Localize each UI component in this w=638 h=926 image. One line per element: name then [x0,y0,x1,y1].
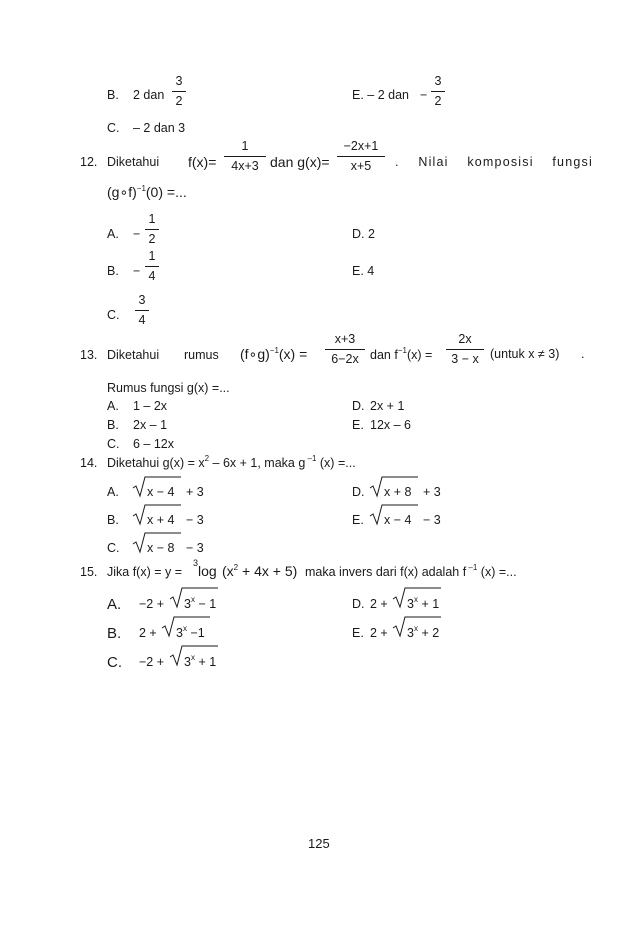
minus-sign: − [420,88,428,102]
radicand-tail: − 1 [198,597,217,611]
text-part: + 4x + 5) [238,563,298,579]
radicand-tail: −1 [190,626,205,640]
minus-sign: − [133,264,141,278]
option-tail: + 3 [186,485,204,499]
superscript: x [190,653,195,662]
numerator: 1 [241,139,249,153]
superscript: −1 [269,346,279,355]
fraction-bar [224,156,266,157]
radicand-base: 3 [184,655,191,669]
radicand-base: 3 [184,597,191,611]
superscript: x [413,624,418,633]
option-label: A. [107,485,119,499]
radicand-tail: + 1 [421,597,440,611]
option-label: A. [107,399,119,413]
question-number: 15. [80,565,98,579]
radicand-tail: + 1 [198,655,217,669]
option-prefix: 2 + [370,626,388,640]
numerator: 3 [434,74,442,88]
radicand: x + 4 [147,513,175,527]
radicand: x − 4 [384,513,412,527]
option-label: C. [107,541,120,555]
expression-base: (g∘f) [107,184,137,200]
question-word: rumus [184,348,219,362]
option-label: A. [107,596,122,613]
option-prefix: −2 + [139,597,165,611]
question-text [107,456,356,470]
text-part: (x) =... [477,565,517,579]
minus-sign: − [133,227,141,241]
option-prefix: −2 + [139,655,165,669]
denominator: 2 [148,232,156,246]
page-number: 125 [308,836,330,851]
text-part: (x) =... [316,456,356,470]
denominator: x+5 [350,159,372,173]
log-word: log [198,563,217,579]
expression-tail: (x) = [278,346,308,362]
log-argument [222,563,297,579]
radicand [176,626,205,640]
expression-base: (f∘g) [240,346,270,362]
radicand-tail: + 2 [421,626,440,640]
question-number: 14. [80,456,98,470]
option-label: B. [107,88,119,102]
radicand-base: 3 [176,626,183,640]
option-text: 2x – 1 [133,418,168,432]
fraction-f-inverse [446,332,484,367]
numerator: 3 [138,293,146,307]
function-f: f(x)= [188,154,217,170]
option-prefix: 2 + [370,597,388,611]
option-label: C. [107,121,120,135]
question-number: 12. [80,155,98,169]
radicand-base: 3 [407,626,414,640]
fraction-bar [431,91,445,92]
fraction-fog [325,332,365,367]
question-lead: Diketahui [107,348,160,362]
period: . [581,347,585,361]
numerator: 2x [458,332,472,346]
denominator: 2 [434,94,442,108]
option-label: E. [352,418,364,432]
option-label: B. [107,264,119,278]
option-text: 1 – 2x [133,399,168,413]
option-text: – 2 dan 3 [133,121,186,135]
numerator: 3 [175,74,183,88]
function-g: dan g(x)= [270,154,330,170]
fraction-bar [145,229,159,230]
numerator: 1 [148,212,156,226]
option-label: C. [107,308,120,322]
text-part: Diketahui g(x) = x [107,456,205,470]
superscript: −1 [136,184,146,193]
radicand [407,597,439,611]
fraction-bar [145,266,159,267]
expression-base: dan f [370,348,398,362]
option-tail: − 3 [186,541,204,555]
radicand-base: 3 [407,597,414,611]
option-e: E. 4 [352,264,375,278]
superscript: −1 [397,346,407,355]
expression-tail: (0) =... [145,184,187,200]
option-d: D. 2 [352,227,375,241]
option-label: B. [107,418,119,432]
question-text [305,565,517,579]
superscript: –1 [305,454,317,463]
superscript: x [413,595,418,604]
option-prefix: 2 + [139,626,157,640]
fraction-bar [135,310,149,311]
option-label: E. [352,513,364,527]
option-text: 2 dan [133,88,165,102]
superscript: 2 [204,454,210,463]
numerator: 1 [148,249,156,263]
option-label: E. [352,626,364,640]
fraction-bar [337,156,385,157]
numerator: −2x+1 [343,139,379,153]
option-label: D. [352,597,365,611]
question-number: 13. [80,348,98,362]
text-part: – 6x + 1, maka g [209,456,306,470]
fraction-bar [172,91,186,92]
option-label: D. [352,399,365,413]
option-tail: − 3 [186,513,204,527]
radicand [407,626,439,640]
option-label: C. [107,437,120,451]
denominator: 4 [148,269,156,283]
option-text: 2x + 1 [370,399,405,413]
option-label: C. [107,654,122,671]
fraction-bar [325,349,365,350]
numerator: x+3 [334,332,356,346]
option-text: E. – 2 dan [352,88,409,102]
denominator: 6−2x [331,352,359,366]
option-label: A. [107,227,119,241]
fraction-bar [446,349,484,350]
fraction [145,212,159,247]
radicand: x − 4 [147,485,175,499]
fraction-f [224,139,266,174]
superscript: –1 [466,563,478,572]
composition-expression [107,184,187,201]
option-text: 12x – 6 [370,418,412,432]
expression-tail: (x) = [406,348,433,362]
fraction [135,293,149,328]
question-text: Jika f(x) = y = [107,565,183,579]
denominator: 2 [175,94,183,108]
question-lead: Diketahui [107,155,160,169]
radicand: x − 8 [147,541,175,555]
option-tail: − 3 [423,513,441,527]
condition: (untuk x ≠ 3) [490,347,560,361]
question-prompt: Rumus fungsi g(x) =... [107,381,230,395]
radicand [184,597,216,611]
radicand [184,655,216,669]
inverse-f-expression [370,348,432,362]
fraction [431,74,445,109]
question-tail: . Nilai komposisi fungsi [395,155,593,169]
option-label: D. [352,485,365,499]
option-tail: + 3 [423,485,441,499]
text-part: maka invers dari f(x) adalah f [305,565,467,579]
option-label: B. [107,513,119,527]
option-text: 6 – 12x [133,437,175,451]
log-base: 3 [193,558,199,568]
fraction [145,249,159,284]
denominator: 4 [138,313,146,327]
denominator: 4x+3 [231,159,259,173]
denominator: 3 − x [451,352,479,366]
superscript: 2 [233,563,239,572]
radicand: x + 8 [384,485,412,499]
superscript: x [182,624,187,633]
composition-expression [240,346,307,363]
option-label: B. [107,625,122,642]
fraction [172,74,186,109]
superscript: x [190,595,195,604]
fraction-g [337,139,385,174]
text-part: (x [222,563,234,579]
